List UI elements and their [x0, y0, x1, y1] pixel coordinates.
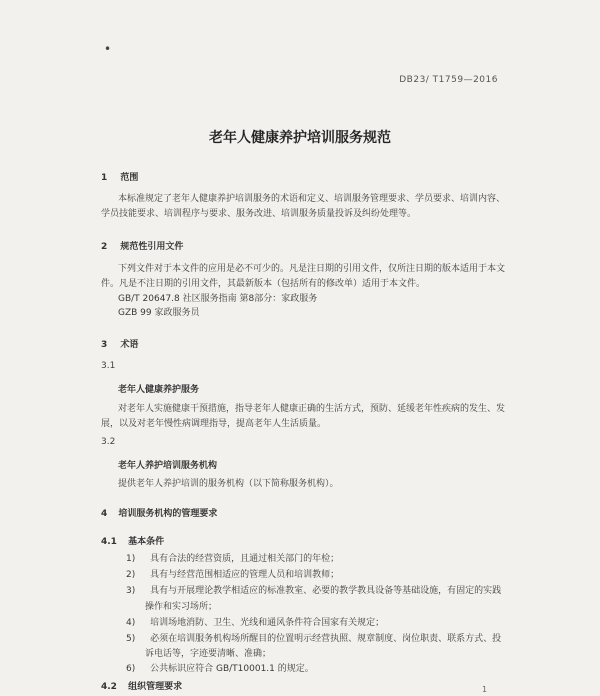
list-item-number: 6): [126, 664, 136, 674]
page-number: 1: [482, 685, 488, 694]
list-item: [126, 583, 501, 596]
section-4-1-heading: [101, 534, 164, 547]
section-4-2-heading: [101, 679, 182, 692]
section-4-2-title: 组织管理要求: [128, 682, 183, 692]
list-item-text: 公共标识应符合 GB/T10001.1 的规定。: [150, 664, 314, 674]
section-4-1-number: 4.1: [101, 537, 117, 547]
list-item-continuation: 操作和实习场所；: [145, 602, 218, 612]
standard-number: DB23/ T1759—2016: [399, 75, 498, 85]
section-2-line-1: 下列文件对于本文件的应用是必不可少的。凡是注日期的引用文件，仅所注日期的版本适用于本文: [118, 264, 506, 274]
reference-1: GB/T 20647.8 社区服务指南 第8部分：家政服务: [118, 294, 318, 304]
list-item: [126, 551, 339, 564]
term-3-1-line-2: 展，以及对老年慢性病调理指导，提高老年人生活质量。: [101, 419, 327, 429]
section-1-heading: [101, 170, 138, 183]
reference-2: GZB 99 家政服务员: [118, 308, 200, 318]
page-mark: •: [104, 42, 112, 56]
list-item-number: 4): [126, 618, 136, 628]
list-item-text: 具有与开展理论教学相适应的标准教室、必要的教学教具设备等基础设施，有固定的实践: [150, 586, 502, 596]
section-4-heading: [101, 506, 217, 519]
section-1-number: 1: [101, 173, 108, 183]
section-4-number: 4: [101, 509, 108, 519]
list-item: [126, 631, 501, 644]
term-3-2: 老年人养护培训服务机构: [118, 461, 218, 471]
list-item-text: 具有合法的经营资质，且通过相关部门的年检；: [150, 554, 340, 564]
list-item: [126, 615, 384, 628]
list-item-number: 2): [126, 570, 136, 580]
section-4-2-number: 4.2: [101, 682, 117, 692]
term-3-1: 老年人健康养护服务: [118, 385, 200, 395]
section-2-line-2: 件。凡是不注日期的引用文件，其最新版本（包括所有的修改单）适用于本文件。: [101, 279, 426, 289]
list-item: [126, 567, 339, 580]
section-1-line-2: 学员技能要求、培训程序与要求、服务改进、培训服务质量投诉及纠纷处理等。: [101, 209, 417, 219]
section-1-title: 范围: [120, 173, 139, 183]
list-item: [126, 661, 314, 674]
section-4-1-title: 基本条件: [128, 537, 165, 547]
list-item-number: 5): [126, 634, 136, 644]
section-3-title: 术语: [120, 340, 139, 350]
section-2-title: 规范性引用文件: [120, 242, 184, 252]
section-2-heading: [101, 239, 183, 252]
section-1-line-1: 本标准规定了老年人健康养护培训服务的术语和定义、培训服务管理要求、学员要求、培训内容、: [118, 194, 506, 204]
document-title: 老年人健康养护培训服务规范: [209, 130, 391, 146]
term-3-2-number: 3.2: [101, 437, 116, 447]
list-item-text: 必须在培训服务机构场所醒目的位置明示经营执照、规章制度、岗位职责、联系方式、投: [150, 634, 502, 644]
section-4-title: 培训服务机构的管理要求: [118, 509, 218, 519]
section-2-number: 2: [101, 242, 108, 252]
list-item-continuation: 诉电话等，字迹要清晰、准确；: [145, 649, 272, 659]
list-item-number: 1): [126, 554, 136, 564]
term-3-2-line: 提供老年人养护培训的服务机构（以下简称服务机构）。: [118, 479, 339, 489]
list-item-text: 具有与经营范围相适应的管理人员和培训教师；: [150, 570, 340, 580]
section-3-number: 3: [101, 340, 108, 350]
list-item-text: 培训场地消防、卫生、光线和通风条件符合国家有关规定；: [150, 618, 385, 628]
section-3-heading: [101, 337, 138, 350]
list-item-number: 3): [126, 586, 136, 596]
term-3-1-line-1: 对老年人实施健康干预措施，指导老年人健康正确的生活方式，预防、延缓老年性疾病的发生、发: [118, 404, 506, 414]
term-3-1-number: 3.1: [101, 361, 116, 371]
